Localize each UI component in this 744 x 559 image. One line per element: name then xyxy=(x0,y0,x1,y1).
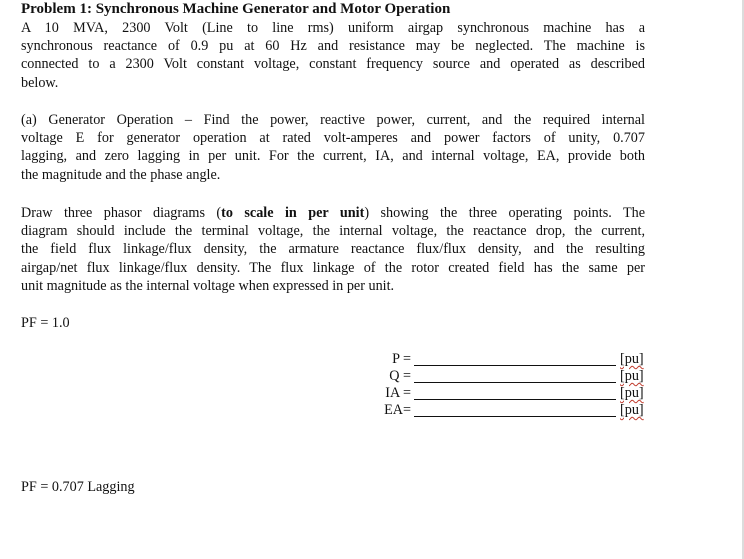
pf-unity-heading: PF = 1.0 xyxy=(21,315,70,331)
emphasis-text: to scale in per unit xyxy=(221,205,365,221)
part-a-paragraph xyxy=(21,111,645,184)
answer-blank-ia[interactable] xyxy=(414,399,616,400)
intro-line: connected to a 2300 Volt constant voltage, constant frequency source and operated as described xyxy=(21,56,645,73)
unit-label: [pu] xyxy=(620,368,644,384)
draw-instructions-paragraph xyxy=(21,204,645,295)
field-label: IA = xyxy=(385,385,411,401)
draw-line: Draw three phasor diagrams (to scale in per unit) showing the three operating points. The xyxy=(21,205,645,221)
part-a-line: lagging, and zero lagging in per unit. For the current, IA, and internal voltage, EA, provide both xyxy=(21,148,645,165)
draw-line: unit magnitude as the internal voltage when expressed in per unit. xyxy=(21,277,395,294)
answer-blank-ea[interactable] xyxy=(414,416,616,417)
intro-line: synchronous reactance of 0.9 pu at 60 Hz and resistance may be neglected. The machine is xyxy=(21,38,645,55)
intro-paragraph xyxy=(21,19,645,92)
draw-line: the field flux linkage/flux density, the armature reactance flux/flux density, and the resulting xyxy=(21,241,645,258)
problem-title: Problem 1: Synchronous Machine Generator and Motor Operation xyxy=(21,1,451,17)
field-label: P = xyxy=(392,351,411,367)
pf-lagging-heading: PF = 0.707 Lagging xyxy=(21,479,135,495)
unit-label: [pu] xyxy=(620,351,644,367)
draw-line: airgap/net flux linkage/flux density. The flux linkage of the rotor created field has the same per xyxy=(21,259,645,276)
field-label: Q = xyxy=(389,368,411,384)
draw-line: diagram should include the terminal voltage, the internal voltage, the reactance drop, the current, xyxy=(21,223,645,240)
answer-blank-p[interactable] xyxy=(414,365,616,366)
unit-label: [pu] xyxy=(620,385,644,401)
intro-line: below. xyxy=(21,74,59,91)
part-a-line: voltage E for generator operation at rated volt-amperes and power factors of unity, 0.707 xyxy=(21,130,645,147)
unit-label: [pu] xyxy=(620,402,644,418)
field-label: EA= xyxy=(384,402,411,418)
part-a-line: the magnitude and the phase angle. xyxy=(21,166,221,183)
answer-blank-q[interactable] xyxy=(414,382,616,383)
part-a-line: (a) Generator Operation – Find the power, reactive power, current, and the required internal xyxy=(21,112,645,128)
intro-line: A 10 MVA, 2300 Volt (Line to line rms) uniform airgap synchronous machine has a xyxy=(21,20,645,36)
